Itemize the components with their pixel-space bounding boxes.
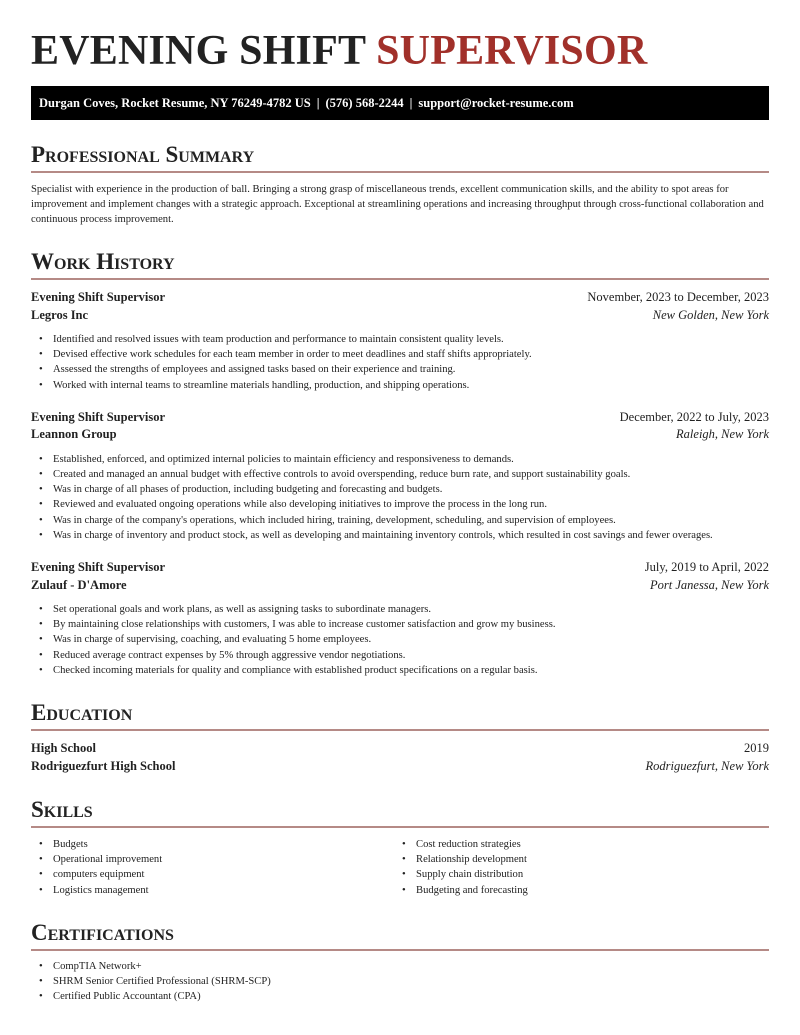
resume-title <box>31 28 769 74</box>
company: Legros Inc <box>31 307 89 322</box>
job-entry <box>31 289 769 393</box>
skill-item: • Cost reduction strategies <box>394 837 757 852</box>
skill-item: • computers equipment <box>31 867 394 882</box>
skill-item: • Budgeting and forecasting <box>394 883 757 898</box>
work-history-heading: Work History <box>31 249 769 280</box>
job-header-row <box>31 289 769 307</box>
job-dates: November, 2023 to December, 2023 <box>587 290 769 304</box>
skills-list <box>31 837 769 898</box>
bullet-item: • Was in charge of supervising, coaching, and evaluating 5 home employees. <box>31 632 769 647</box>
bullet-item: • Reviewed and evaluated ongoing operations while also developing initiatives to improve the process in the long run. <box>31 497 769 512</box>
bullet-item: • Was in charge of the company's operations, which included hiring, training, development, scheduling, and supervision of employees. <box>31 513 769 528</box>
job-entry <box>31 409 769 543</box>
certification-item: • Certified Public Accountant (CPA) <box>31 989 769 1004</box>
bullet-item: • Created and managed an annual budget with effective controls to avoid overspending, reduce burn rate, and support sustainability goals. <box>31 467 769 482</box>
skill-item: • Relationship development <box>394 852 757 867</box>
job-location: New Golden, New York <box>652 307 769 322</box>
skills-right <box>394 837 757 898</box>
school: Rodriguezfurt High School <box>31 758 176 773</box>
separator: | <box>409 96 413 110</box>
company: Leannon Group <box>31 427 117 442</box>
education-heading: Education <box>31 700 769 731</box>
summary-heading: Professional Summary <box>31 142 769 173</box>
bullet-item: • Reduced average contract expenses by 5% through aggressive vendor negotiations. <box>31 648 769 663</box>
education-entry <box>31 740 769 775</box>
bullet-item: • Worked with internal teams to streamline materials handling, production, and shipping operations. <box>31 378 769 393</box>
skill-item: • Budgets <box>31 837 394 852</box>
bullet-item: • Set operational goals and work plans, as well as assigning tasks to subordinate managers. <box>31 602 769 617</box>
job-title: Evening Shift Supervisor <box>31 409 166 424</box>
address: Durgan Coves, Rocket Resume, NY 76249-4782 US <box>39 96 311 110</box>
job-dates: December, 2022 to July, 2023 <box>619 409 769 424</box>
job-title: Evening Shift Supervisor <box>31 290 166 304</box>
job-bullets <box>31 332 769 393</box>
certifications-list <box>31 959 769 1005</box>
job-header-row <box>31 409 769 427</box>
job-entry <box>31 559 769 678</box>
job-location: Port Janessa, New York <box>650 577 769 592</box>
job-list <box>31 289 769 678</box>
job-title: Evening Shift Supervisor <box>31 560 166 575</box>
bullet-item: • Assessed the strengths of employees and assigned tasks based on their experience and training. <box>31 362 769 377</box>
bullet-item: • Established, enforced, and optimized internal policies to maintain efficiency and responsiveness to demands. <box>31 452 769 467</box>
skills-left <box>31 837 394 898</box>
skill-item: • Logistics management <box>31 883 394 898</box>
summary-text: Specialist with experience in the production of ball. Bringing a strong grasp of miscellaneous trends, excellent communication skills, and the ability to spot areas for improvement and implement changes with a strategic approach. Exceptional at streamlining operations and increasing throughput through cross-functional collaboration and continuous process improvement. <box>31 184 764 225</box>
job-company-row <box>31 307 769 325</box>
title-accent: SUPERVISOR <box>376 28 648 74</box>
education-year: 2019 <box>744 741 769 756</box>
bullet-item: • Was in charge of all phases of production, including budgeting and forecasting and budgets. <box>31 482 769 497</box>
certification-item: • CompTIA Network+ <box>31 959 769 974</box>
job-dates: July, 2019 to April, 2022 <box>644 560 769 575</box>
school-location: Rodriguezfurt, New York <box>645 758 769 773</box>
resume <box>31 28 769 1004</box>
job-bullets <box>31 452 769 543</box>
job-header-row <box>31 559 769 577</box>
separator: | <box>316 96 320 110</box>
bullet-item: • Devised effective work schedules for each team member in order to meet deadlines and staff shifts appropriately. <box>31 347 769 362</box>
job-bullets <box>31 602 769 678</box>
certification-item: • SHRM Senior Certified Professional (SHRM-SCP) <box>31 974 769 989</box>
skill-item: • Operational improvement <box>31 852 394 867</box>
degree: High School <box>31 741 96 756</box>
title-first: EVENING SHIFT <box>31 28 366 74</box>
bullet-item: • Checked incoming materials for quality and compliance with established product specifications on a regular basis. <box>31 663 769 678</box>
certifications-heading: Certifications <box>31 920 769 951</box>
job-company-row <box>31 426 769 444</box>
contact-bar <box>31 86 769 120</box>
job-company-row <box>31 577 769 595</box>
skill-item: • Supply chain distribution <box>394 867 757 882</box>
skills-heading: Skills <box>31 797 769 828</box>
company: Zulauf - D'Amore <box>31 577 127 592</box>
phone: (576) 568-2244 <box>325 96 404 110</box>
bullet-item: • Was in charge of inventory and product stock, as well as developing and maintaining inventory controls, which resulted in cost savings and fewer overages. <box>31 528 769 543</box>
email: support@rocket-resume.com <box>418 96 574 110</box>
bullet-item: • Identified and resolved issues with team production and performance to maintain consistent quality levels. <box>31 332 769 347</box>
bullet-item: • By maintaining close relationships with customers, I was able to increase customer satisfaction and grow my business. <box>31 617 769 632</box>
job-location: Raleigh, New York <box>676 427 769 442</box>
